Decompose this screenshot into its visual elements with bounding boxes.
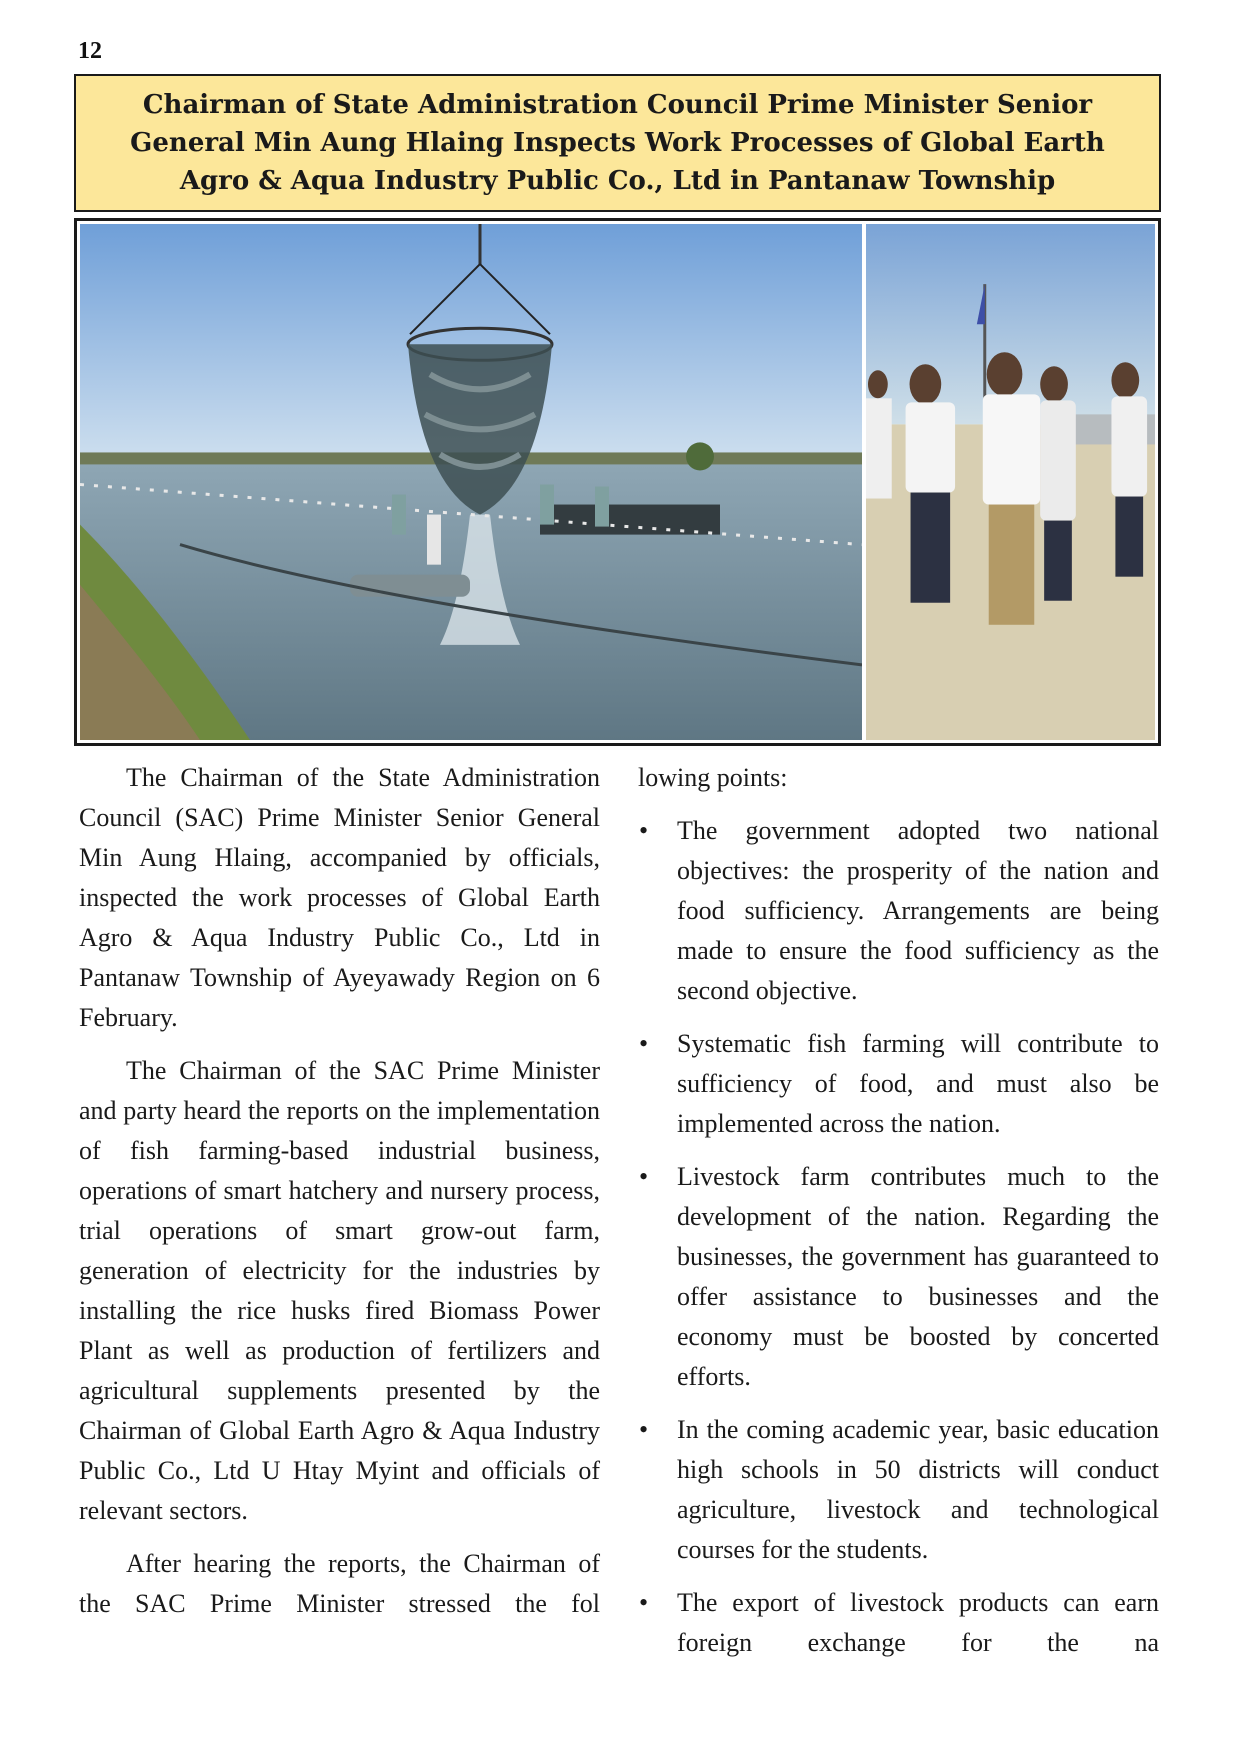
headline-box (74, 74, 1161, 212)
article-paragraph: After hearing the reports, the Chairman of the SAC Prime Minister stressed the fol (79, 1549, 600, 1618)
page-number: 12 (78, 38, 102, 64)
article-paragraph: The Chairman of the SAC Prime Minister and party heard the reports on the implementation of fish farming-based industrial business, operations of smart hatchery and nursery process, trial operations of smart grow-out farm, generation of electricity for the industries by installing the rice husks fired Biomass Power Plant as well as production of fertilizers and agricultural supplements presented by the Chairman of Global Earth Agro & Aqua Industry Public Co., Ltd U Htay Myint and officials of relevant sectors. (79, 1056, 600, 1525)
key-point: • In the coming academic year, basic education high schools in 50 districts will conduct agriculture, livestock and technological courses for the students. (638, 1410, 1159, 1570)
fish-harvest-photo (80, 224, 862, 740)
key-point: • Systematic fish farming will contribute to sufficiency of food, and must also be implemented across the nation. (638, 1024, 1159, 1144)
photo-frame (74, 218, 1161, 746)
article-paragraph-continued: lowing points: (638, 763, 788, 792)
key-point: • The export of livestock products can earn foreign exchange for the na (638, 1583, 1159, 1663)
inspection-photo (866, 224, 1155, 740)
headline: Chairman of State Administration Council Prime Minister Senior General Min Aung Hlaing Inspects Work Processes of Global Earth Agro & Aqua Industry Public Co., Ltd in Pantanaw Township (130, 90, 1105, 196)
article-paragraph: The Chairman of the State Administration Council (SAC) Prime Minister Senior General Min Aung Hlaing, accompanied by officials, inspected the work processes of Global Earth Agro & Aqua Industry Public Co., Ltd in Pantanaw Township of Ayeyawady Region on 6 February. (79, 763, 600, 1032)
article-left-column (79, 758, 600, 1637)
key-point: • Livestock farm contributes much to the development of the nation. Regarding the businesses, the government has guaranteed to offer assistance to businesses and the economy must be boosted by concerted efforts. (638, 1157, 1159, 1397)
key-points-list (638, 811, 1159, 1663)
article-right-column (638, 758, 1159, 1676)
key-point: • The government adopted two national objectives: the prosperity of the nation and food sufficiency. Arrangements are being made to ensure the food sufficiency as the second objective. (638, 811, 1159, 1011)
